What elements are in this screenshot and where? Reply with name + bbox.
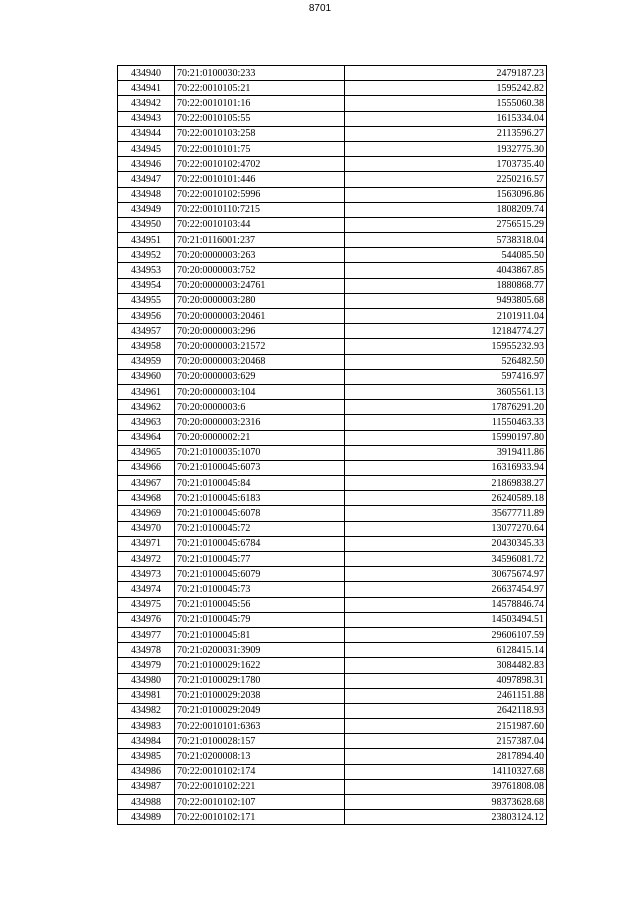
table-row xyxy=(118,430,547,445)
row-number: 434977 xyxy=(118,627,175,642)
cadastral-number: 70:22:0010101:75 xyxy=(175,141,345,156)
cadastral-value: 3919411.86 xyxy=(345,445,547,460)
table-row xyxy=(118,612,547,627)
row-number: 434967 xyxy=(118,476,175,491)
cadastral-value: 98373628.68 xyxy=(345,795,547,810)
table-row xyxy=(118,703,547,718)
table-row xyxy=(118,734,547,749)
cadastral-value: 526482.50 xyxy=(345,354,547,369)
cadastral-number: 70:20:0000003:280 xyxy=(175,293,345,308)
cadastral-value: 544085.50 xyxy=(345,248,547,263)
table-row xyxy=(118,779,547,794)
cadastral-value: 1808209.74 xyxy=(345,202,547,217)
row-number: 434950 xyxy=(118,217,175,232)
cadastral-value: 30675674.97 xyxy=(345,567,547,582)
cadastral-value: 11550463.33 xyxy=(345,415,547,430)
cadastral-number: 70:21:0100045:72 xyxy=(175,521,345,536)
cadastral-number: 70:22:0010101:6363 xyxy=(175,719,345,734)
cadastral-number: 70:21:0100035:1070 xyxy=(175,445,345,460)
cadastral-value: 3084482.83 xyxy=(345,658,547,673)
table-row xyxy=(118,673,547,688)
cadastral-value: 1595242.82 xyxy=(345,81,547,96)
table-row xyxy=(118,248,547,263)
row-number: 434974 xyxy=(118,582,175,597)
cadastral-value: 2113596.27 xyxy=(345,126,547,141)
row-number: 434986 xyxy=(118,764,175,779)
cadastral-number: 70:21:0100045:81 xyxy=(175,627,345,642)
table-row xyxy=(118,66,547,81)
cadastral-value: 35677711.89 xyxy=(345,506,547,521)
table-row xyxy=(118,582,547,597)
cadastral-number: 70:21:0100029:2049 xyxy=(175,703,345,718)
table-row xyxy=(118,536,547,551)
row-number: 434980 xyxy=(118,673,175,688)
cadastral-value: 1880868.77 xyxy=(345,278,547,293)
cadastral-value: 2817894.40 xyxy=(345,749,547,764)
cadastral-number: 70:21:0100045:6183 xyxy=(175,491,345,506)
cadastral-value: 2756515.29 xyxy=(345,217,547,232)
table-row xyxy=(118,719,547,734)
row-number: 434989 xyxy=(118,810,175,825)
cadastral-number: 70:22:0010103:258 xyxy=(175,126,345,141)
row-number: 434946 xyxy=(118,157,175,172)
cadastral-number: 70:20:0000003:104 xyxy=(175,384,345,399)
row-number: 434987 xyxy=(118,779,175,794)
cadastral-number: 70:21:0100045:6784 xyxy=(175,536,345,551)
cadastral-number: 70:20:0000003:752 xyxy=(175,263,345,278)
cadastral-number: 70:20:0000002:21 xyxy=(175,430,345,445)
row-number: 434942 xyxy=(118,96,175,111)
cadastral-number: 70:21:0100045:73 xyxy=(175,582,345,597)
table-row xyxy=(118,354,547,369)
cadastral-number: 70:22:0010102:221 xyxy=(175,779,345,794)
cadastral-number: 70:20:0000003:2316 xyxy=(175,415,345,430)
cadastral-value: 34596081.72 xyxy=(345,552,547,567)
row-number: 434944 xyxy=(118,126,175,141)
cadastral-value: 4043867.85 xyxy=(345,263,547,278)
row-number: 434952 xyxy=(118,248,175,263)
row-number: 434959 xyxy=(118,354,175,369)
row-number: 434953 xyxy=(118,263,175,278)
cadastral-value: 13077270.64 xyxy=(345,521,547,536)
row-number: 434979 xyxy=(118,658,175,673)
cadastral-value: 2157387.04 xyxy=(345,734,547,749)
table-row xyxy=(118,460,547,475)
table-row xyxy=(118,384,547,399)
table-row xyxy=(118,476,547,491)
cadastral-value: 21869838.27 xyxy=(345,476,547,491)
cadastral-number: 70:21:0100029:1622 xyxy=(175,658,345,673)
cadastral-number: 70:21:0100045:6073 xyxy=(175,460,345,475)
cadastral-number: 70:20:0000003:296 xyxy=(175,324,345,339)
table-row xyxy=(118,202,547,217)
row-number: 434968 xyxy=(118,491,175,506)
table-row xyxy=(118,278,547,293)
row-number: 434981 xyxy=(118,688,175,703)
cadastral-value: 2101911.04 xyxy=(345,309,547,324)
cadastral-value: 1615334.04 xyxy=(345,111,547,126)
cadastral-value: 14110327.68 xyxy=(345,764,547,779)
cadastral-number: 70:21:0100028:157 xyxy=(175,734,345,749)
table-row xyxy=(118,643,547,658)
cadastral-number: 70:21:0200008:13 xyxy=(175,749,345,764)
cadastral-value: 1932775.30 xyxy=(345,141,547,156)
table-row xyxy=(118,552,547,567)
row-number: 434948 xyxy=(118,187,175,202)
row-number: 434960 xyxy=(118,369,175,384)
cadastral-number: 70:21:0116001:237 xyxy=(175,233,345,248)
cadastral-number: 70:22:0010110:7215 xyxy=(175,202,345,217)
cadastral-number: 70:21:0200031:3909 xyxy=(175,643,345,658)
cadastral-number: 70:20:0000003:24761 xyxy=(175,278,345,293)
row-number: 434947 xyxy=(118,172,175,187)
cadastral-value: 2250216.57 xyxy=(345,172,547,187)
row-number: 434971 xyxy=(118,536,175,551)
cadastral-value: 1555060.38 xyxy=(345,96,547,111)
cadastral-value: 23803124.12 xyxy=(345,810,547,825)
cadastral-number: 70:20:0000003:20461 xyxy=(175,309,345,324)
table-row xyxy=(118,810,547,825)
table-row xyxy=(118,324,547,339)
table-row xyxy=(118,491,547,506)
cadastral-number: 70:22:0010102:174 xyxy=(175,764,345,779)
row-number: 434973 xyxy=(118,567,175,582)
cadastral-value: 17876291.20 xyxy=(345,400,547,415)
cadastral-number: 70:21:0100045:56 xyxy=(175,597,345,612)
cadastral-value: 29606107.59 xyxy=(345,627,547,642)
row-number: 434943 xyxy=(118,111,175,126)
table-row xyxy=(118,369,547,384)
row-number: 434964 xyxy=(118,430,175,445)
cadastral-value: 597416.97 xyxy=(345,369,547,384)
row-number: 434945 xyxy=(118,141,175,156)
table-row xyxy=(118,263,547,278)
cadastral-number: 70:22:0010102:4702 xyxy=(175,157,345,172)
cadastral-value: 5738318.04 xyxy=(345,233,547,248)
cadastral-number: 70:21:0100045:84 xyxy=(175,476,345,491)
row-number: 434985 xyxy=(118,749,175,764)
cadastral-value: 39761808.08 xyxy=(345,779,547,794)
cadastral-value: 20430345.33 xyxy=(345,536,547,551)
row-number: 434961 xyxy=(118,384,175,399)
cadastral-value: 12184774.27 xyxy=(345,324,547,339)
row-number: 434988 xyxy=(118,795,175,810)
cadastral-value: 2642118.93 xyxy=(345,703,547,718)
table-row xyxy=(118,111,547,126)
table-row xyxy=(118,445,547,460)
row-number: 434951 xyxy=(118,233,175,248)
cadastral-number: 70:21:0100030:233 xyxy=(175,66,345,81)
table-row xyxy=(118,141,547,156)
cadastral-value: 1703735.40 xyxy=(345,157,547,172)
cadastral-value: 14578846.74 xyxy=(345,597,547,612)
table-row xyxy=(118,688,547,703)
table-row xyxy=(118,96,547,111)
cadastral-number: 70:21:0100045:79 xyxy=(175,612,345,627)
cadastral-number: 70:22:0010102:171 xyxy=(175,810,345,825)
table-row xyxy=(118,81,547,96)
table-row xyxy=(118,172,547,187)
row-number: 434955 xyxy=(118,293,175,308)
cadastral-number: 70:22:0010101:16 xyxy=(175,96,345,111)
cadastral-value: 4097898.31 xyxy=(345,673,547,688)
table-row xyxy=(118,597,547,612)
cadastral-number: 70:22:0010103:44 xyxy=(175,217,345,232)
cadastral-value: 6128415.14 xyxy=(345,643,547,658)
table-row xyxy=(118,293,547,308)
row-number: 434941 xyxy=(118,81,175,96)
table-row xyxy=(118,415,547,430)
table-row xyxy=(118,217,547,232)
table-row xyxy=(118,567,547,582)
cadastral-number: 70:20:0000003:20468 xyxy=(175,354,345,369)
row-number: 434975 xyxy=(118,597,175,612)
cadastral-number: 70:20:0000003:629 xyxy=(175,369,345,384)
row-number: 434978 xyxy=(118,643,175,658)
cadastral-value: 2151987.60 xyxy=(345,719,547,734)
cadastral-value-table xyxy=(117,65,547,825)
row-number: 434963 xyxy=(118,415,175,430)
table-body xyxy=(118,66,547,825)
row-number: 434940 xyxy=(118,66,175,81)
cadastral-number: 70:20:0000003:263 xyxy=(175,248,345,263)
row-number: 434965 xyxy=(118,445,175,460)
cadastral-number: 70:22:0010102:5996 xyxy=(175,187,345,202)
cadastral-value: 14503494.51 xyxy=(345,612,547,627)
cadastral-value: 16316933.94 xyxy=(345,460,547,475)
cadastral-number: 70:21:0100029:1780 xyxy=(175,673,345,688)
table-row xyxy=(118,764,547,779)
cadastral-value: 15955232.93 xyxy=(345,339,547,354)
row-number: 434970 xyxy=(118,521,175,536)
row-number: 434962 xyxy=(118,400,175,415)
table-row xyxy=(118,521,547,536)
cadastral-value: 15990197.80 xyxy=(345,430,547,445)
table-row xyxy=(118,309,547,324)
cadastral-number: 70:22:0010105:55 xyxy=(175,111,345,126)
cadastral-number: 70:20:0000003:21572 xyxy=(175,339,345,354)
table-row xyxy=(118,233,547,248)
row-number: 434956 xyxy=(118,309,175,324)
row-number: 434954 xyxy=(118,278,175,293)
table-row xyxy=(118,795,547,810)
cadastral-value: 2479187.23 xyxy=(345,66,547,81)
cadastral-number: 70:21:0100029:2038 xyxy=(175,688,345,703)
cadastral-number: 70:22:0010102:107 xyxy=(175,795,345,810)
cadastral-number: 70:22:0010101:446 xyxy=(175,172,345,187)
row-number: 434976 xyxy=(118,612,175,627)
row-number: 434958 xyxy=(118,339,175,354)
table-row xyxy=(118,339,547,354)
cadastral-value: 1563096.86 xyxy=(345,187,547,202)
table-row xyxy=(118,658,547,673)
cadastral-value: 26637454.97 xyxy=(345,582,547,597)
row-number: 434983 xyxy=(118,719,175,734)
table-row xyxy=(118,157,547,172)
row-number: 434966 xyxy=(118,460,175,475)
row-number: 434984 xyxy=(118,734,175,749)
row-number: 434949 xyxy=(118,202,175,217)
table-row xyxy=(118,400,547,415)
row-number: 434982 xyxy=(118,703,175,718)
cadastral-value: 26240589.18 xyxy=(345,491,547,506)
table-row xyxy=(118,749,547,764)
table-row xyxy=(118,627,547,642)
table-row xyxy=(118,126,547,141)
row-number: 434972 xyxy=(118,552,175,567)
table-row xyxy=(118,506,547,521)
cadastral-number: 70:21:0100045:77 xyxy=(175,552,345,567)
row-number: 434969 xyxy=(118,506,175,521)
cadastral-value: 9493805.68 xyxy=(345,293,547,308)
table-row xyxy=(118,187,547,202)
cadastral-number: 70:21:0100045:6078 xyxy=(175,506,345,521)
cadastral-number: 70:21:0100045:6079 xyxy=(175,567,345,582)
cadastral-number: 70:22:0010105:21 xyxy=(175,81,345,96)
cadastral-value: 3605561.13 xyxy=(345,384,547,399)
cadastral-value: 2461151.88 xyxy=(345,688,547,703)
page-number: 8701 xyxy=(308,3,332,14)
cadastral-number: 70:20:0000003:6 xyxy=(175,400,345,415)
row-number: 434957 xyxy=(118,324,175,339)
